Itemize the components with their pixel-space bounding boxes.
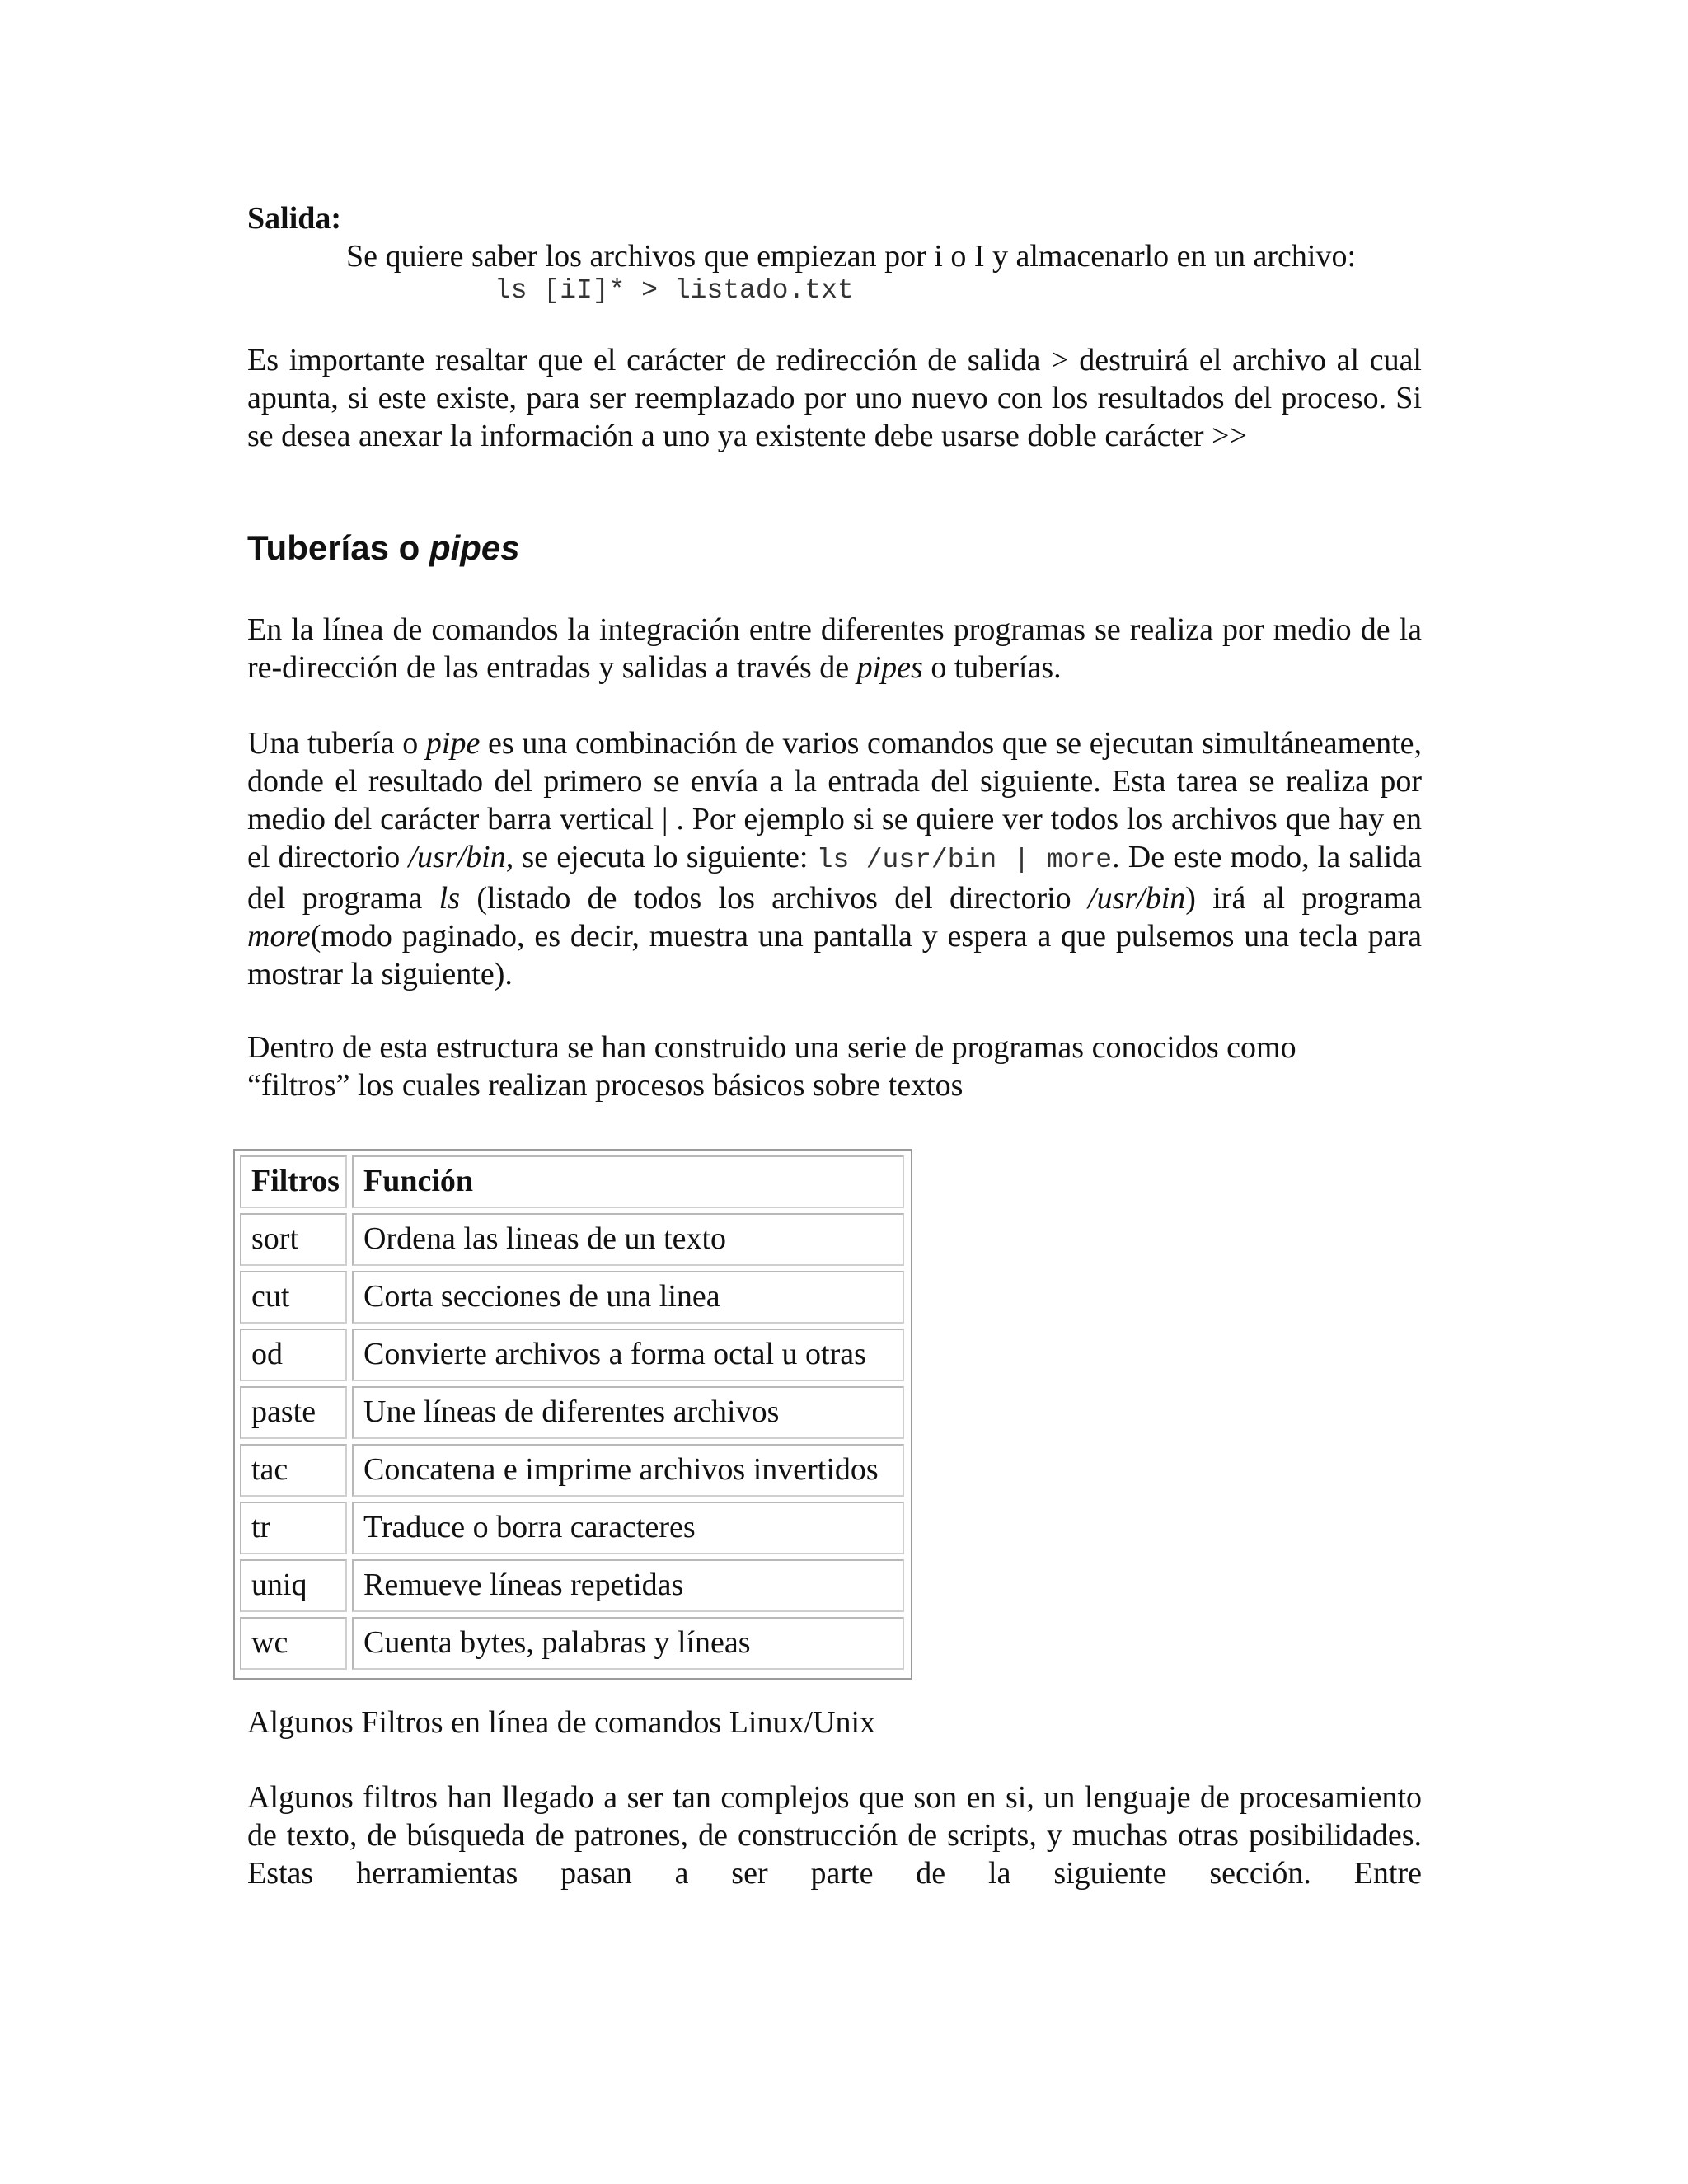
paragraph-tuberia — [247, 724, 1422, 993]
paragraph-integracion-text: En la línea de comandos la integración entre diferentes programas se realiza por medio de la re-dirección de las entradas y salidas a través de — [247, 612, 1422, 685]
table-cell-function: Cuenta bytes, palabras y líneas — [352, 1617, 904, 1670]
salida-command: ls [iI]* > listado.txt — [495, 275, 854, 306]
table-header-filtros: Filtros — [240, 1155, 347, 1208]
paragraph-integracion-text-end: o tuberías. — [922, 650, 1062, 685]
tuberia-text-6: ) irá al programa — [1185, 881, 1422, 916]
paragraph-filtros-line-1: Dentro de esta estructura se han construido una serie de programas conocidos como — [247, 1030, 1296, 1065]
tuberia-text-3: , se ejecuta lo siguiente: — [505, 840, 817, 874]
table-cell-filter: sort — [240, 1213, 347, 1266]
table-cell-filter: uniq — [240, 1559, 347, 1612]
paragraph-filtros-line-2: “filtros” los cuales realizan procesos básicos sobre textos — [247, 1068, 964, 1103]
paragraph-redireccion: Es importante resaltar que el carácter de redirección de salida > destruirá el archivo al cual apunta, si este existe, para ser reemplazado por uno nuevo con los resultados del proceso. Si se desea anexar la información a uno ya existente debe usarse doble carácter >> — [247, 343, 1422, 453]
paragraph-integracion — [247, 611, 1422, 687]
table-cell-filter: tr — [240, 1502, 347, 1554]
tuberia-text-4: . De este modo, la salida del programa — [247, 840, 1422, 916]
tuberia-italic-usrbin-2: /usr/bin — [1088, 881, 1186, 916]
section-heading — [247, 527, 520, 569]
tuberia-code: ls /usr/bin | more — [816, 845, 1113, 875]
salida-description: Se quiere saber los archivos que empiezan por i o I y almacenarlo en un archivo: — [346, 239, 1357, 274]
tuberia-text-1: Una tubería o — [247, 726, 426, 761]
table-cell-function: Convierte archivos a forma octal u otras — [352, 1329, 904, 1381]
table-header-funcion: Función — [352, 1155, 904, 1208]
paragraph-final: Algunos filtros han llegado a ser tan complejos que son en si, un lenguaje de procesamiento de texto, de búsqueda de patrones, de construcción de scripts, y muchas otras posibilidades. Estas herramientas pasan a ser parte de la siguiente sección. Entre — [247, 1780, 1422, 1891]
section-heading-text: Tuberías o — [247, 528, 429, 567]
table-cell-function: Une líneas de diferentes archivos — [352, 1386, 904, 1439]
tuberia-italic-ls: ls — [438, 881, 461, 916]
tuberia-italic-pipe: pipe — [425, 726, 481, 761]
table-cell-filter: od — [240, 1329, 347, 1381]
tuberia-text-7: (modo paginado, es decir, muestra una pantalla y espera a que pulsemos una tecla para mostrar la siguiente). — [247, 919, 1422, 991]
tuberia-text-2: es una combinación de varios comandos que se ejecutan simultáneamente, donde el resultado del primero se envía a la entrada del siguiente. Esta tarea se realiza por medio del carácter barra vertical | . Por ejemplo si se quiere ver todos los archivos que hay en el directorio — [247, 726, 1422, 874]
paragraph-integracion-italic: pipes — [856, 650, 923, 685]
table-cell-function: Ordena las lineas de un texto — [352, 1213, 904, 1266]
tuberia-italic-more: more — [247, 919, 311, 954]
tuberia-italic-usrbin: /usr/bin — [408, 840, 506, 874]
table-cell-filter: paste — [240, 1386, 347, 1439]
section-heading-italic: pipes — [429, 528, 520, 567]
table-cell-function: Corta secciones de una linea — [352, 1271, 904, 1324]
table-cell-function: Remueve líneas repetidas — [352, 1559, 904, 1612]
salida-heading: Salida: — [247, 201, 342, 236]
table-cell-filter: wc — [240, 1617, 347, 1670]
table-cell-filter: tac — [240, 1444, 347, 1497]
table-caption: Algunos Filtros en línea de comandos Linux/Unix — [247, 1705, 876, 1740]
table-cell-function: Concatena e imprime archivos invertidos — [352, 1444, 904, 1497]
filters-table — [233, 1149, 912, 1680]
table-cell-filter: cut — [240, 1271, 347, 1324]
table-cell-function: Traduce o borra caracteres — [352, 1502, 904, 1554]
tuberia-text-5: (listado de todos los archivos del directorio — [460, 881, 1089, 916]
